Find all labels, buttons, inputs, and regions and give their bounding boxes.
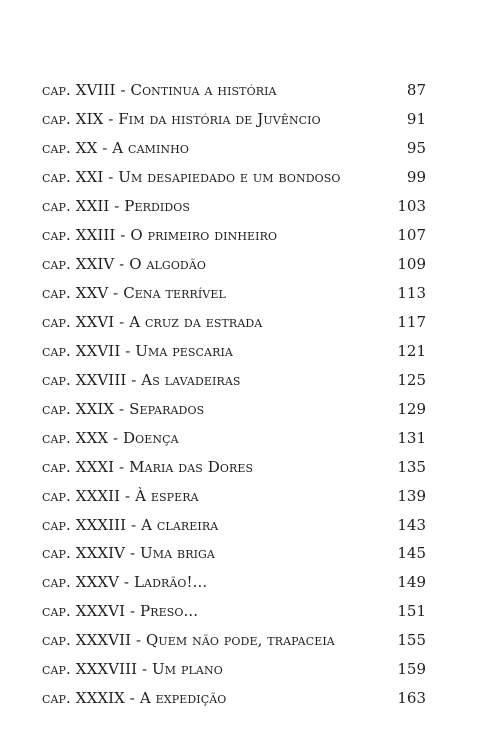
toc-entry-title: cap. XIX - Fim da história de Juvêncio xyxy=(42,110,321,129)
toc-entry-title: cap. XXIX - Separados xyxy=(42,399,205,418)
toc-page-number: 163 xyxy=(397,689,426,708)
toc-page-number: 87 xyxy=(406,81,426,100)
toc-entry xyxy=(42,510,426,539)
toc-page-number: 139 xyxy=(397,486,426,505)
toc-page-number: 149 xyxy=(397,573,426,592)
toc-entry xyxy=(42,394,426,423)
toc-entry-title: cap. XXX - Doença xyxy=(42,428,179,447)
toc-entry xyxy=(42,684,426,713)
toc-page-number: 159 xyxy=(397,660,426,679)
toc-entry-title: cap. XXII - Perdidos xyxy=(42,197,191,216)
toc-entry xyxy=(42,192,426,221)
toc-entry xyxy=(42,105,426,134)
toc-entry-title: cap. XXXI - Maria das Dores xyxy=(42,457,254,476)
toc-entry-title: cap. XXIV - O algodão xyxy=(42,255,207,274)
toc-entry-title: cap. XXVIII - As lavadeiras xyxy=(42,370,241,389)
toc-page-number: 95 xyxy=(406,139,426,158)
toc-entry xyxy=(42,279,426,308)
toc-entry xyxy=(42,423,426,452)
toc-page-number: 99 xyxy=(406,168,426,187)
toc-page-number: 129 xyxy=(397,399,426,418)
toc-entry xyxy=(42,336,426,365)
toc-entry xyxy=(42,597,426,626)
toc-page-number: 125 xyxy=(397,370,426,389)
toc-page-number: 155 xyxy=(397,631,426,650)
toc-entry xyxy=(42,568,426,597)
toc-entry xyxy=(42,250,426,279)
toc-entry-title: cap. XXXII - À espera xyxy=(42,486,199,505)
toc-page-number: 135 xyxy=(397,457,426,476)
toc-page-number: 145 xyxy=(397,544,426,563)
toc-page-number: 109 xyxy=(397,255,426,274)
toc-entry xyxy=(42,308,426,337)
toc-entry xyxy=(42,163,426,192)
toc-entry-title: cap. XXXIX - A expedição xyxy=(42,689,227,708)
toc-entry xyxy=(42,655,426,684)
toc-entry-title: cap. XXV - Cena terrível xyxy=(42,284,226,303)
toc-page-number: 107 xyxy=(397,226,426,245)
toc-page-number: 143 xyxy=(397,515,426,534)
toc-entry xyxy=(42,539,426,568)
toc-page-number: 117 xyxy=(397,312,426,331)
toc-entry-title: cap. XXXIII - A clareira xyxy=(42,515,219,534)
toc-entry-title: cap. XXVI - A cruz da estrada xyxy=(42,312,263,331)
toc-page-number: 151 xyxy=(397,602,426,621)
toc-entry xyxy=(42,134,426,163)
toc-entry-title: cap. XXXV - Ladrão!... xyxy=(42,573,208,592)
toc-entry-title: cap. XXXIV - Uma briga xyxy=(42,544,215,563)
toc-entry xyxy=(42,481,426,510)
toc-page-number: 103 xyxy=(397,197,426,216)
toc-entry-title: cap. XXXVIII - Um plano xyxy=(42,660,223,679)
toc-entry-title: cap. XXXVII - Quem não pode, trapaceia xyxy=(42,631,335,650)
toc-entry-title: cap. XVIII - Continua a história xyxy=(42,81,277,100)
toc-entry-title: cap. XXIII - O primeiro dinheiro xyxy=(42,226,278,245)
toc-page-number: 131 xyxy=(397,428,426,447)
toc-entry-title: cap. XX - A caminho xyxy=(42,139,189,158)
toc-entry xyxy=(42,626,426,655)
toc-page-number: 113 xyxy=(397,284,426,303)
toc-entry xyxy=(42,365,426,394)
table-of-contents xyxy=(42,76,426,713)
toc-entry xyxy=(42,221,426,250)
toc-entry xyxy=(42,452,426,481)
toc-entry xyxy=(42,76,426,105)
toc-page-number: 121 xyxy=(397,341,426,360)
toc-page-number: 91 xyxy=(406,110,426,129)
toc-entry-title: cap. XXXVI - Preso... xyxy=(42,602,199,621)
toc-entry-title: cap. XXVII - Uma pescaria xyxy=(42,341,233,360)
toc-entry-title: cap. XXI - Um desapiedado e um bondoso xyxy=(42,168,341,187)
